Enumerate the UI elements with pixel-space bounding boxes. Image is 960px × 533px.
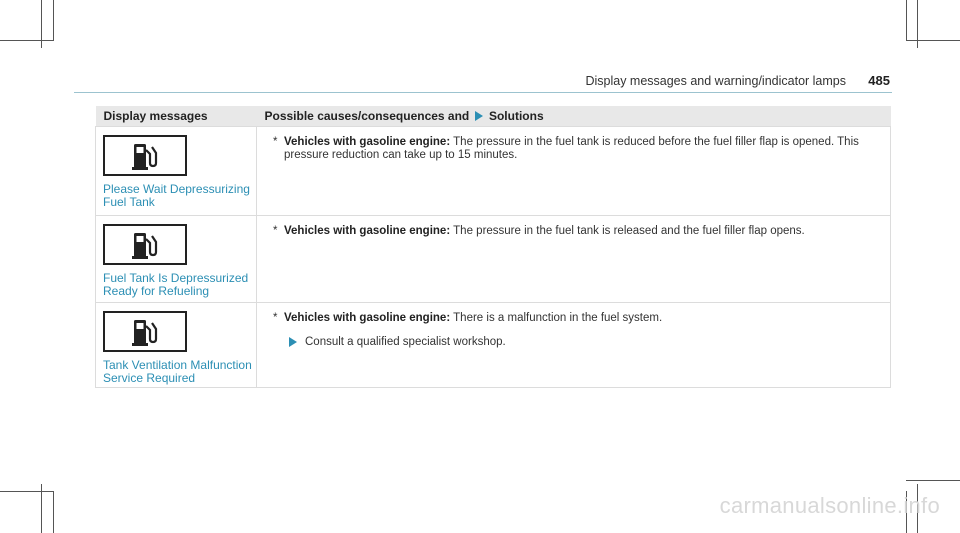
display-message-text: Please Wait Depressurizing Fuel Tank	[103, 182, 250, 209]
crop-mark	[53, 491, 54, 533]
cause-lead: Vehicles with gasoline engine:	[284, 312, 451, 324]
table-row	[96, 216, 891, 303]
optional-equipment-star: *	[273, 136, 278, 148]
table-row	[96, 127, 891, 216]
cause-text-wrap	[284, 225, 805, 238]
fuel-pump-icon	[103, 224, 187, 265]
cause-text: There is a malfunction in the fuel system.	[453, 312, 663, 324]
cause-paragraph	[273, 136, 880, 162]
table-header-row	[96, 106, 891, 127]
cause-cell	[257, 127, 891, 216]
col-header-messages: Display messages	[96, 106, 257, 127]
optional-equipment-star: *	[273, 312, 278, 324]
display-message-text: Fuel Tank Is Depressurized Ready for Refueling	[103, 271, 249, 298]
cause-text: The pressure in the fuel tank is released and the fuel filler flap opens.	[453, 225, 805, 237]
fuel-pump-icon	[103, 135, 187, 176]
cause-text-wrap	[284, 312, 662, 325]
table-row	[96, 303, 891, 388]
page-number: 485	[868, 73, 890, 88]
optional-equipment-star: *	[273, 225, 278, 237]
fuel-pump-icon	[103, 311, 187, 352]
crop-mark	[906, 0, 907, 40]
col-header-causes-text: Possible causes/consequences and	[264, 109, 470, 123]
message-cell	[96, 303, 257, 388]
crop-mark	[906, 40, 960, 41]
cause-text-wrap	[284, 136, 880, 162]
cause-paragraph	[273, 312, 880, 325]
solution-arrow-icon	[475, 111, 483, 121]
display-message-text: Tank Ventilation Malfunction Service Required	[103, 358, 252, 385]
action-arrow-icon	[289, 337, 297, 347]
message-cell	[96, 127, 257, 216]
col-header-solutions-text: Solutions	[488, 109, 544, 123]
running-header: Display messages and warning/indicator lamps	[585, 74, 846, 88]
col-header-causes	[257, 106, 891, 127]
message-cell	[96, 216, 257, 303]
action-step	[289, 336, 890, 348]
cause-text: The pressure in the fuel tank is reduced before the fuel filler flap is opened. This pressure reduction can take up to 15 minutes.	[284, 136, 859, 161]
action-text: Consult a qualified specialist workshop.	[305, 336, 506, 348]
header-rule	[74, 92, 892, 93]
display-messages-table	[95, 106, 891, 388]
crop-mark	[906, 480, 960, 481]
cause-lead: Vehicles with gasoline engine:	[284, 225, 451, 237]
cause-paragraph	[273, 225, 880, 238]
watermark: carmanualsonline.info	[719, 493, 940, 518]
cause-cell	[257, 216, 891, 303]
crop-mark	[0, 40, 54, 41]
crop-mark	[0, 491, 54, 492]
cause-lead: Vehicles with gasoline engine:	[284, 136, 451, 148]
cause-cell	[257, 303, 891, 388]
crop-mark	[53, 0, 54, 40]
